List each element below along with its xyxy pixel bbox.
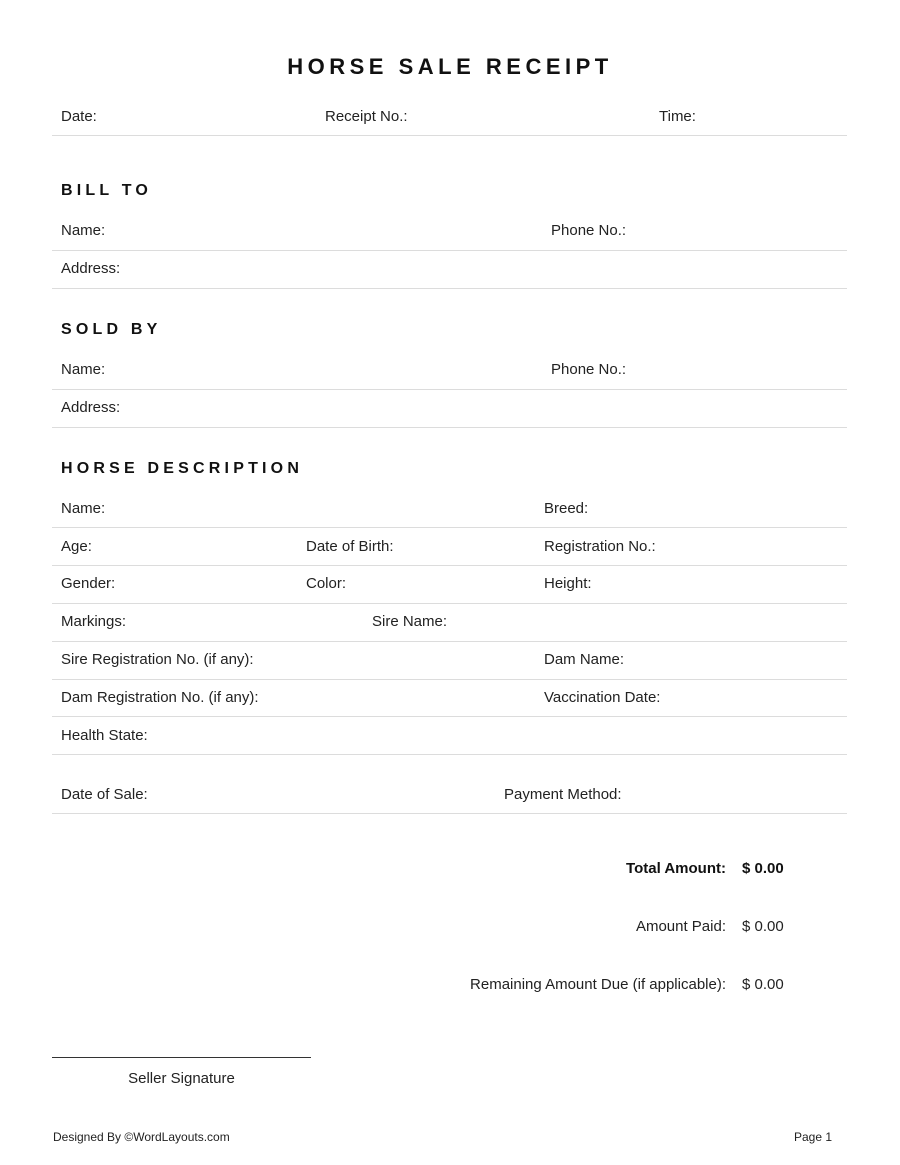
divider — [52, 135, 847, 136]
divider — [52, 565, 847, 566]
horse-description-heading: HORSE DESCRIPTION — [61, 460, 304, 477]
breed-label: Breed: — [544, 500, 589, 517]
gender-label: Gender: — [61, 575, 116, 592]
divider — [52, 603, 847, 604]
divider — [52, 427, 847, 428]
color-label: Color: — [306, 575, 347, 592]
signature-line — [52, 1057, 311, 1058]
divider — [52, 716, 847, 717]
bill-to-phone-label: Phone No.: — [551, 222, 627, 239]
height-label: Height: — [544, 575, 592, 592]
dam-name-label: Dam Name: — [544, 651, 625, 668]
markings-label: Markings: — [61, 613, 127, 630]
page-title: HORSE SALE RECEIPT — [287, 54, 613, 79]
bill-to-name-label: Name: — [61, 222, 106, 239]
receipt-no-label: Receipt No.: — [325, 108, 408, 125]
divider — [52, 754, 847, 755]
date-label: Date: — [61, 108, 97, 125]
remaining-amount-label: Remaining Amount Due (if applicable): — [470, 976, 726, 993]
divider — [52, 641, 847, 642]
health-state-label: Health State: — [61, 727, 148, 744]
sold-by-heading: SOLD BY — [61, 321, 162, 338]
divider — [52, 813, 847, 814]
total-amount-label: Total Amount: — [626, 860, 726, 877]
bill-to-address-label: Address: — [61, 260, 121, 277]
bill-to-heading: BILL TO — [61, 182, 153, 199]
amount-paid-label: Amount Paid: — [635, 918, 726, 935]
seller-signature-label: Seller Signature — [128, 1070, 235, 1087]
divider — [52, 527, 847, 528]
sold-by-name-label: Name: — [61, 361, 106, 378]
total-amount-value: $ 0.00 — [742, 860, 784, 877]
page-number: Page 1 — [794, 1130, 833, 1144]
divider — [52, 389, 847, 390]
date-of-sale-label: Date of Sale: — [61, 786, 148, 803]
time-label: Time: — [659, 108, 696, 125]
sire-registration-label: Sire Registration No. (if any): — [61, 651, 254, 668]
registration-no-label: Registration No.: — [544, 538, 656, 555]
remaining-amount-value: $ 0.00 — [742, 976, 784, 993]
age-label: Age: — [61, 538, 92, 555]
divider — [52, 679, 847, 680]
designed-by-credit: Designed By ©WordLayouts.com — [53, 1130, 230, 1144]
divider — [52, 288, 847, 289]
vaccination-date-label: Vaccination Date: — [544, 689, 661, 706]
date-of-birth-label: Date of Birth: — [306, 538, 394, 555]
horse-name-label: Name: — [61, 500, 106, 517]
amount-paid-value: $ 0.00 — [742, 918, 784, 935]
divider — [52, 250, 847, 251]
dam-registration-label: Dam Registration No. (if any): — [61, 689, 259, 706]
sold-by-phone-label: Phone No.: — [551, 361, 627, 378]
sire-name-label: Sire Name: — [372, 613, 448, 630]
sold-by-address-label: Address: — [61, 399, 121, 416]
payment-method-label: Payment Method: — [504, 786, 622, 803]
